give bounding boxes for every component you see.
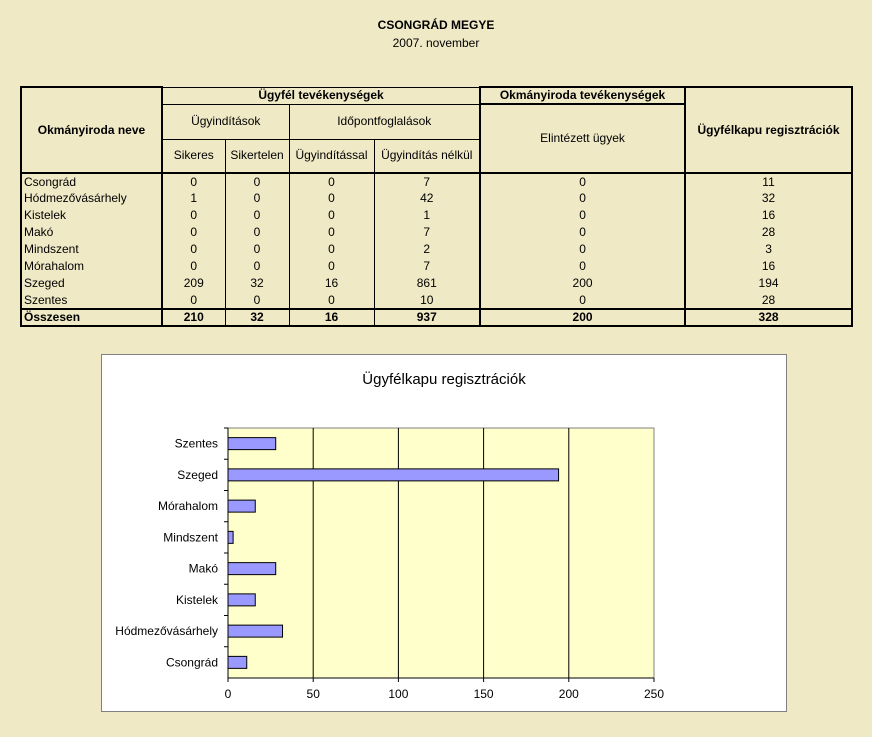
value-cell: 0	[480, 258, 685, 275]
value-cell: 1	[162, 190, 225, 207]
value-cell: 0	[480, 190, 685, 207]
value-cell: 210	[162, 309, 225, 326]
x-tick-label: 0	[224, 687, 232, 701]
bar-makó	[228, 563, 276, 575]
report-title: CSONGRÁD MEGYE	[377, 18, 495, 32]
bar-csongrád	[228, 656, 247, 668]
value-cell: 1	[374, 207, 480, 224]
table-row	[21, 275, 852, 292]
value-cell: 7	[374, 258, 480, 275]
report-subtitle: 2007. november	[392, 36, 480, 50]
table-row	[21, 241, 852, 258]
value-cell: 32	[685, 190, 852, 207]
value-cell: 16	[685, 207, 852, 224]
office-name-cell: Makó	[21, 224, 162, 241]
table-row	[21, 292, 852, 309]
x-tick-label: 50	[306, 687, 320, 701]
header-appointments: Időpontfoglalások	[289, 104, 480, 139]
header-office-activities: Okmányiroda tevékenységek	[480, 87, 685, 104]
bar-kistelek	[228, 594, 255, 606]
bar-szeged	[228, 469, 559, 481]
value-cell: 11	[685, 173, 852, 190]
value-cell: 200	[480, 309, 685, 326]
chart-plot	[102, 355, 786, 711]
office-name-cell: Kistelek	[21, 207, 162, 224]
value-cell: 16	[289, 275, 374, 292]
value-cell: 0	[289, 224, 374, 241]
value-cell: 861	[374, 275, 480, 292]
value-cell: 0	[225, 190, 289, 207]
x-tick-label: 250	[643, 687, 665, 701]
plot-area	[228, 428, 654, 678]
y-category-label: Makó	[188, 561, 218, 576]
header-registrations: Ügyfélkapu regisztrációk	[685, 87, 852, 173]
table-row	[21, 173, 852, 190]
value-cell: 42	[374, 190, 480, 207]
value-cell: 0	[289, 173, 374, 190]
office-name-cell: Csongrád	[21, 173, 162, 190]
header-successful: Sikeres	[162, 139, 225, 173]
table-row	[21, 258, 852, 275]
value-cell: 194	[685, 275, 852, 292]
value-cell: 0	[480, 207, 685, 224]
value-cell: 7	[374, 224, 480, 241]
bar-mórahalom	[228, 500, 255, 512]
value-cell: 0	[289, 207, 374, 224]
value-cell: 3	[685, 241, 852, 258]
office-name-cell: Hódmezővásárhely	[21, 190, 162, 207]
value-cell: 7	[374, 173, 480, 190]
total-row	[21, 309, 852, 326]
y-category-label: Csongrád	[165, 655, 218, 670]
header-without-case-start: Ügyindítás nélkül	[374, 139, 480, 173]
value-cell: 937	[374, 309, 480, 326]
header-unsuccessful: Sikertelen	[225, 139, 289, 173]
value-cell: 28	[685, 292, 852, 309]
value-cell: 200	[480, 275, 685, 292]
x-tick-label: 150	[473, 687, 494, 701]
value-cell: 28	[685, 224, 852, 241]
value-cell: 0	[225, 241, 289, 258]
table-row	[21, 190, 852, 207]
office-name-cell: Szeged	[21, 275, 162, 292]
value-cell: 0	[225, 173, 289, 190]
value-cell: 0	[480, 224, 685, 241]
value-cell: 0	[162, 224, 225, 241]
value-cell: 0	[289, 258, 374, 275]
y-category-label: Kistelek	[175, 592, 218, 607]
header-case-starts: Ügyindítások	[162, 104, 289, 139]
value-cell: 0	[225, 258, 289, 275]
bar-szentes	[228, 438, 276, 450]
value-cell: 0	[480, 292, 685, 309]
value-cell: 0	[289, 292, 374, 309]
value-cell: 0	[162, 241, 225, 258]
value-cell: 0	[289, 190, 374, 207]
value-cell: 0	[480, 241, 685, 258]
y-category-label: Szeged	[177, 467, 218, 482]
chart-title: Ügyfélkapu regisztrációk	[362, 371, 526, 388]
value-cell: 32	[225, 275, 289, 292]
bar-hódmezővásárhely	[228, 625, 283, 637]
office-name-cell: Szentes	[21, 292, 162, 309]
x-tick-label: 100	[388, 687, 409, 701]
office-name-cell: Mórahalom	[21, 258, 162, 275]
value-cell: 0	[480, 173, 685, 190]
registrations-chart	[101, 354, 787, 712]
table-row	[21, 207, 852, 224]
value-cell: 0	[289, 241, 374, 258]
y-category-label: Mindszent	[163, 530, 218, 545]
value-cell: 0	[162, 258, 225, 275]
value-cell: 16	[289, 309, 374, 326]
header-with-case-start: Ügyindítással	[289, 139, 374, 173]
value-cell: 209	[162, 275, 225, 292]
bar-mindszent	[228, 531, 233, 543]
y-category-label: Hódmezővásárhely	[115, 624, 218, 639]
value-cell: 0	[162, 207, 225, 224]
value-cell: 0	[225, 292, 289, 309]
x-tick-label: 200	[558, 687, 579, 701]
header-handled-cases: Elintézett ügyek	[480, 104, 685, 173]
header-office-name: Okmányiroda neve	[21, 87, 162, 173]
value-cell: 10	[374, 292, 480, 309]
statistics-table	[20, 86, 853, 327]
office-name-cell: Mindszent	[21, 241, 162, 258]
value-cell: 16	[685, 258, 852, 275]
value-cell: 0	[162, 173, 225, 190]
table-row	[21, 224, 852, 241]
value-cell: 32	[225, 309, 289, 326]
y-category-label: Szentes	[174, 436, 218, 451]
header-client-activities: Ügyfél tevékenységek	[162, 87, 480, 104]
value-cell: 2	[374, 241, 480, 258]
value-cell: 0	[225, 224, 289, 241]
value-cell: 328	[685, 309, 852, 326]
value-cell: 0	[162, 292, 225, 309]
value-cell: 0	[225, 207, 289, 224]
y-category-label: Mórahalom	[157, 499, 218, 514]
total-label: Összesen	[21, 309, 162, 326]
